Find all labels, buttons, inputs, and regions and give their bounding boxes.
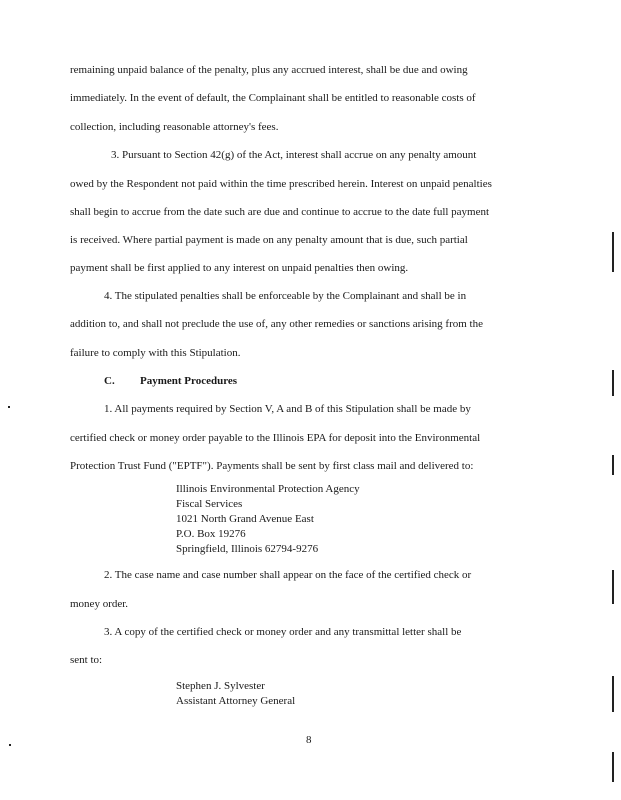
body-line: is received. Where partial payment is made on any penalty amount that is due, such partial [70, 234, 468, 246]
body-line: immediately. In the event of default, the Complainant shall be entitled to reasonable costs of [70, 92, 476, 104]
address-line: Illinois Environmental Protection Agency [176, 483, 360, 495]
body-line: failure to comply with this Stipulation. [70, 347, 241, 359]
scan-mark [8, 406, 10, 408]
body-line: 3. Pursuant to Section 42(g) of the Act, interest shall accrue on any penalty amount [111, 149, 477, 161]
body-line: collection, including reasonable attorney's fees. [70, 121, 279, 133]
section-heading-title: Payment Procedures [140, 375, 238, 387]
body-line: payment shall be first applied to any interest on unpaid penalties then owing. [70, 262, 409, 274]
body-line: shall begin to accrue from the date such are due and continue to accrue to the date full payment [70, 206, 490, 218]
scan-mark [9, 744, 11, 746]
address-line: Fiscal Services [176, 498, 243, 510]
scan-mark [612, 676, 614, 712]
address-line: Springfield, Illinois 62794-9276 [176, 543, 319, 555]
body-line: money order. [70, 598, 129, 610]
body-line: addition to, and shall not preclude the use of, any other remedies or sanctions arising from the [70, 318, 483, 330]
scan-mark [612, 370, 614, 396]
body-line: sent to: [70, 654, 103, 666]
body-line: 3. A copy of the certified check or money order and any transmittal letter shall be [104, 626, 462, 638]
body-line: remaining unpaid balance of the penalty, plus any accrued interest, shall be due and owing [70, 64, 468, 76]
scan-mark [612, 232, 614, 272]
scan-mark [612, 752, 614, 782]
scan-mark [612, 570, 614, 604]
address-line: 1021 North Grand Avenue East [176, 513, 314, 525]
body-line: 2. The case name and case number shall appear on the face of the certified check or [104, 569, 472, 581]
section-heading-letter: C. [104, 375, 115, 387]
address-line: Assistant Attorney General [176, 695, 296, 707]
scan-mark [612, 455, 614, 475]
body-line: 1. All payments required by Section V, A and B of this Stipulation shall be made by [104, 403, 471, 415]
body-line: owed by the Respondent not paid within the time prescribed herein. Interest on unpaid penalties [70, 178, 492, 190]
body-line: Protection Trust Fund ("EPTF"). Payments shall be sent by first class mail and delivered to: [70, 460, 474, 472]
address-line: P.O. Box 19276 [176, 528, 246, 540]
page-number: 8 [306, 734, 312, 746]
address-line: Stephen J. Sylvester [176, 680, 265, 692]
body-line: 4. The stipulated penalties shall be enforceable by the Complainant and shall be in [104, 290, 467, 302]
body-line: certified check or money order payable to the Illinois EPA for deposit into the Environmental [70, 432, 481, 444]
